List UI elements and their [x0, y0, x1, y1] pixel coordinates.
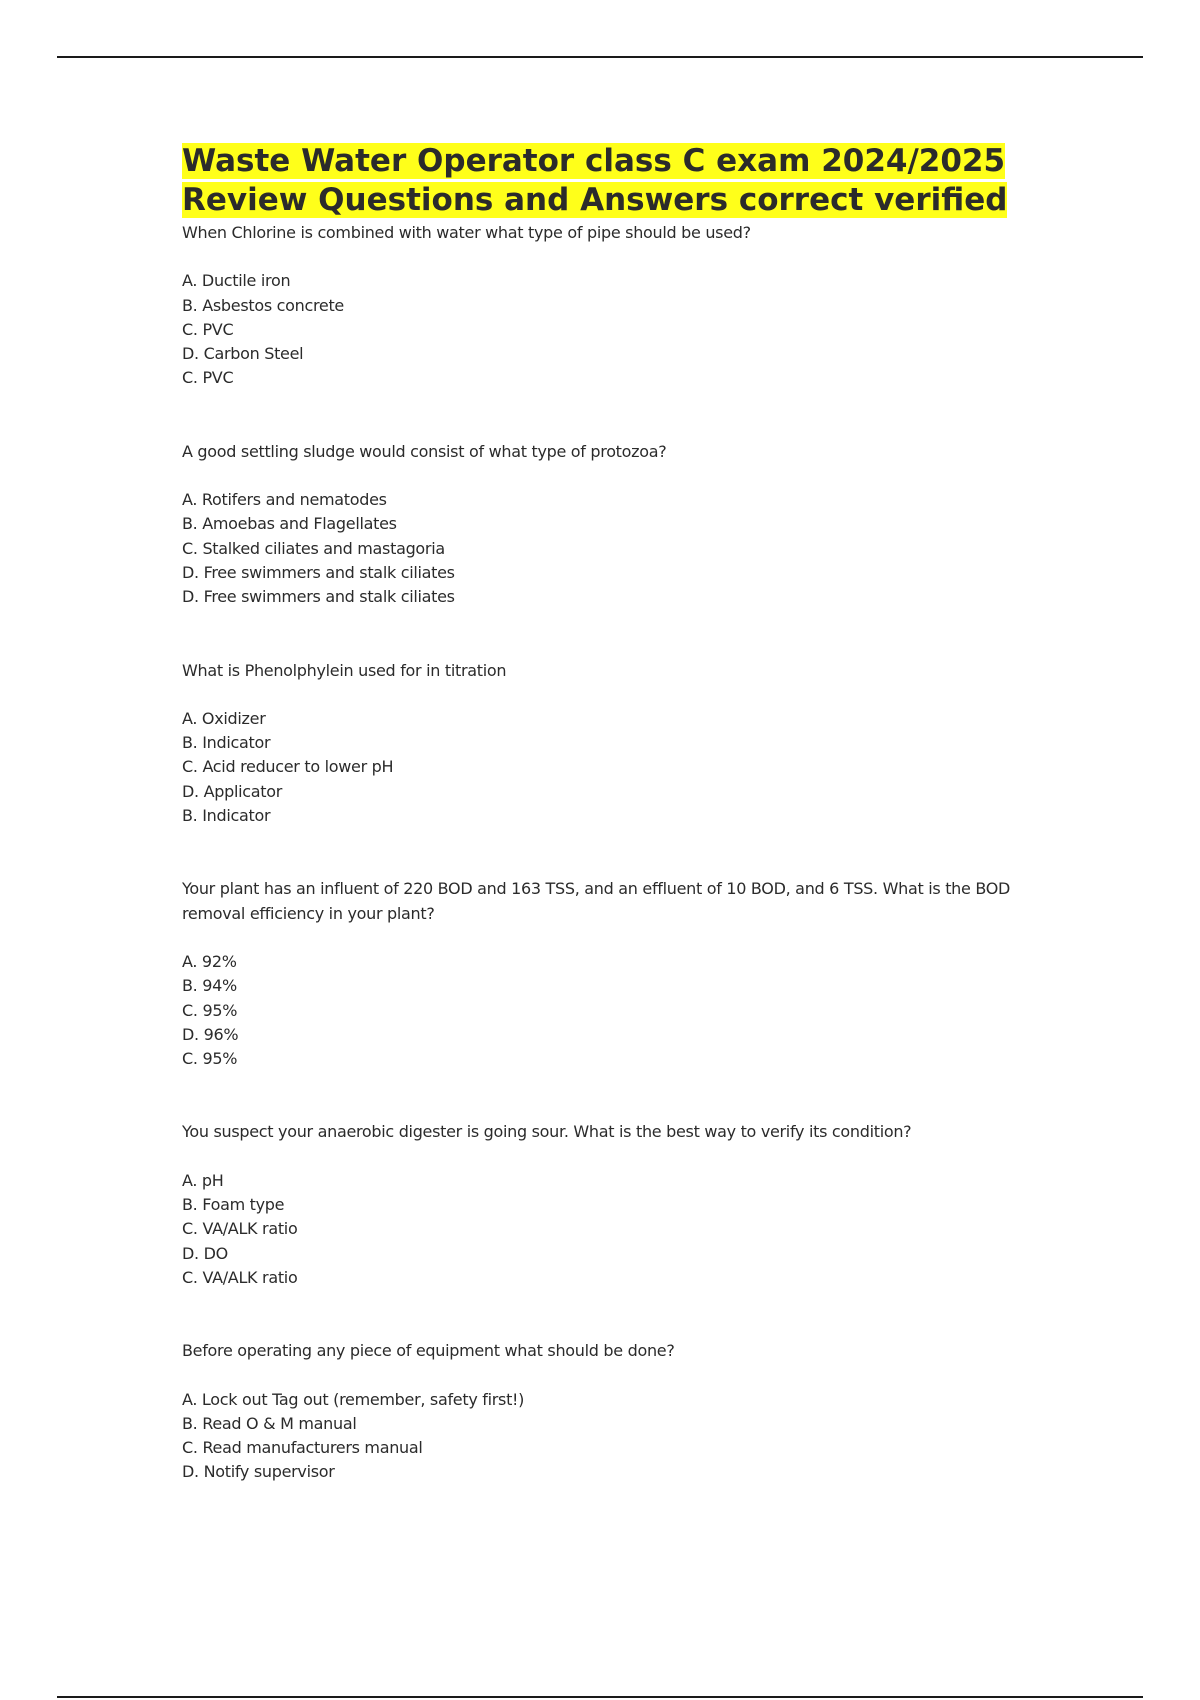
option-list [182, 1169, 1042, 1290]
option: A. 92% [182, 951, 237, 971]
option: A. Ductile iron [182, 271, 291, 291]
option: A. Rotifers and nematodes [182, 490, 387, 510]
option: B. 94% [182, 976, 237, 996]
top-rule [57, 56, 1143, 58]
question-text: You suspect your anaerobic digester is going sour. What is the best way to verify its condition? [182, 1122, 912, 1142]
option: D. Carbon Steel [182, 344, 304, 364]
answer: C. VA/ALK ratio [182, 1267, 298, 1287]
question-text: When Chlorine is combined with water what type of pipe should be used? [182, 223, 751, 242]
option: C. VA/ALK ratio [182, 1219, 298, 1239]
option: A. Lock out Tag out (remember, safety first!) [182, 1389, 525, 1409]
answer: B. Indicator [182, 806, 271, 826]
document-title [182, 142, 1042, 219]
option: B. Foam type [182, 1195, 285, 1215]
question-block [182, 1339, 1042, 1484]
question-text: What is Phenolphylein used for in titration [182, 660, 507, 680]
answer: C. 95% [182, 1049, 238, 1069]
option: D. Free swimmers and stalk ciliates [182, 562, 455, 582]
option: D. 96% [182, 1024, 239, 1044]
option-list [182, 707, 1042, 828]
option: D. DO [182, 1243, 228, 1263]
option: C. Read manufacturers manual [182, 1438, 423, 1458]
option: B. Read O & M manual [182, 1413, 357, 1433]
option-list [182, 950, 1042, 1071]
bottom-rule [57, 1696, 1143, 1698]
option-list [182, 488, 1042, 609]
question-block [182, 1120, 1042, 1290]
question-block [182, 877, 1042, 1071]
option: D. Applicator [182, 781, 282, 801]
answer: D. Free swimmers and stalk ciliates [182, 587, 455, 607]
option: B. Indicator [182, 733, 271, 753]
option: B. Amoebas and Flagellates [182, 514, 397, 534]
question-text: Before operating any piece of equipment what should be done? [182, 1341, 675, 1361]
option-list [182, 1388, 1042, 1485]
option: A. pH [182, 1170, 224, 1190]
option: C. Stalked ciliates and mastagoria [182, 538, 445, 558]
question-text: A good settling sludge would consist of what type of protozoa? [182, 441, 667, 461]
question-block [182, 440, 1042, 610]
answer: C. PVC [182, 368, 234, 388]
option: D. Notify supervisor [182, 1462, 335, 1482]
option: C. PVC [182, 319, 234, 339]
option: A. Oxidizer [182, 708, 266, 728]
option: C. 95% [182, 1000, 238, 1020]
question-block [182, 659, 1042, 829]
option-list [182, 269, 1042, 390]
option: B. Asbestos concrete [182, 295, 344, 315]
question-text: Your plant has an influent of 220 BOD and 163 TSS, and an effluent of 10 BOD, and 6 TSS. What is the BOD removal efficiency in your plant? [182, 879, 1011, 923]
question-block [182, 221, 1042, 391]
document-body [182, 142, 1042, 1534]
option: C. Acid reducer to lower pH [182, 757, 394, 777]
title-highlight: Waste Water Operator class C exam 2024/2025 Review Questions and Answers correct verified [182, 143, 1008, 218]
